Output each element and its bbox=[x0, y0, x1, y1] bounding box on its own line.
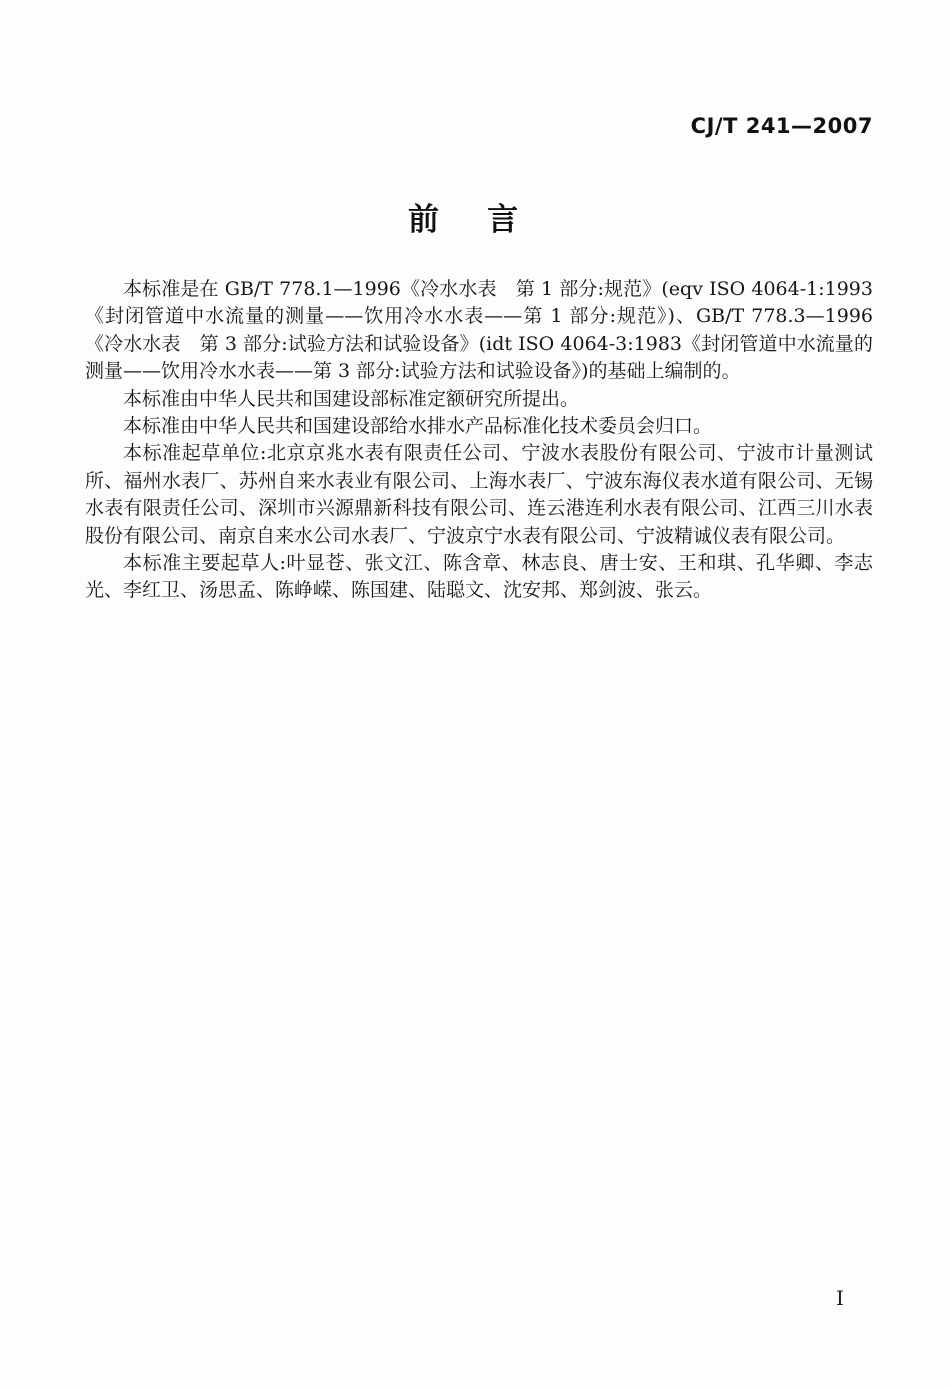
standard-code-header: CJ/T 241—2007 bbox=[690, 114, 873, 138]
body-paragraph: 本标准主要起草人:叶显苍、张文江、陈含章、林志良、唐士安、王和琪、孔华卿、李志光、李红卫、汤思孟、陈峥嵘、陈国建、陆聪文、沈安邦、郑剑波、张云。 bbox=[85, 552, 873, 602]
body-paragraph: 本标准是在 GB/T 778.1—1996《冷水水表 第 1 部分:规范》(eqv ISO 4064-1:1993《封闭管道中水流量的测量——饮用冷水水表——第 1 部分:规范》)、GB/T 778.3—1996《冷水水表 第 3 部分:试验方法和试验设备》(idt ISO 4064-3:1983《封闭管道中水流量的测量——饮用冷水水表——第 3 部分:试验方法和试验设备》)的基础上编制的。 bbox=[85, 278, 873, 383]
page-number: I bbox=[836, 1286, 844, 1310]
body-paragraph: 本标准起草单位:北京京兆水表有限责任公司、宁波水表股份有限公司、宁波市计量测试所、福州水表厂、苏州自来水表业有限公司、上海水表厂、宁波东海仪表水道有限公司、无锡水表有限责任公司、深圳市兴源鼎新科技有限公司、连云港连利水表有限公司、江西三川水表股份有限公司、南京自来水公司水表厂、宁波京宁水表有限公司、宁波精诚仪表有限公司。 bbox=[85, 442, 873, 547]
body-paragraph: 本标准由中华人民共和国建设部标准定额研究所提出。 bbox=[123, 387, 580, 410]
body-paragraph: 本标准由中华人民共和国建设部给水排水产品标准化技术委员会归口。 bbox=[123, 415, 713, 438]
foreword-body bbox=[85, 276, 873, 605]
page-title: 前言 bbox=[408, 202, 567, 238]
